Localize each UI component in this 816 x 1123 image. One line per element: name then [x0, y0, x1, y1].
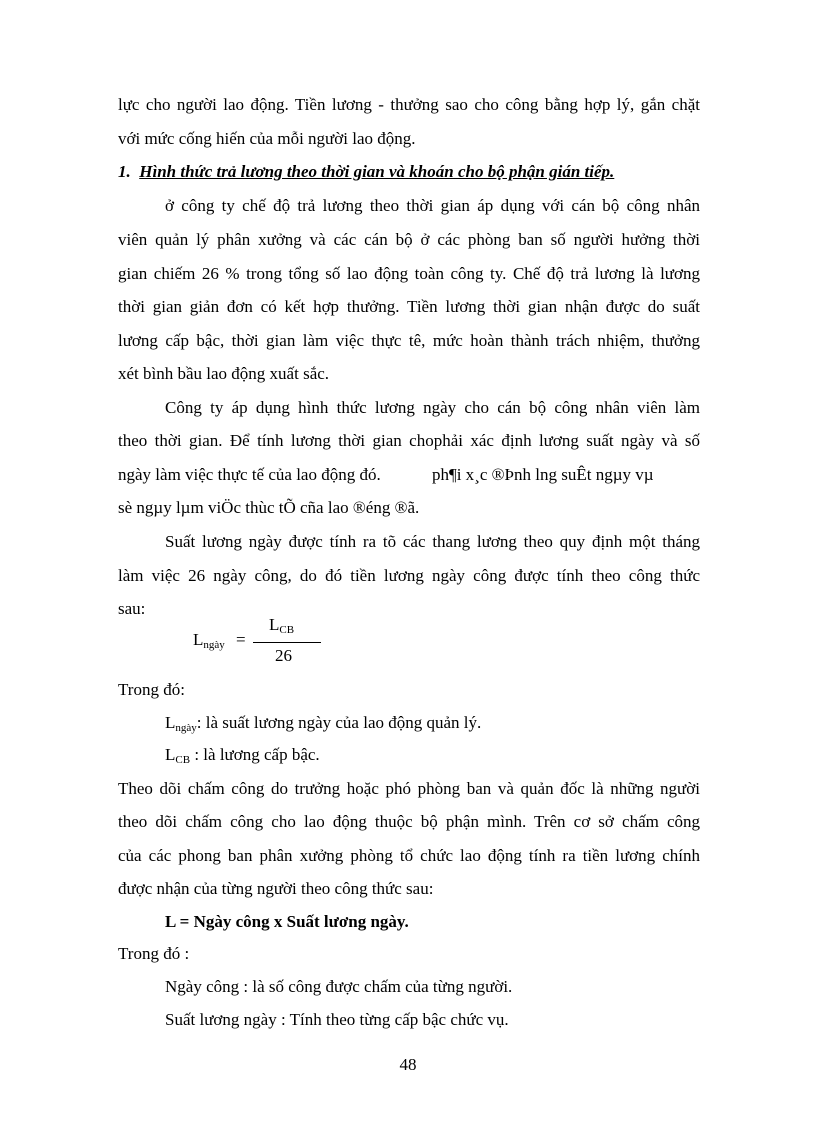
- body-text-line: với mức cống hiến của mỗi người lao động.: [118, 129, 416, 148]
- body-text-line: xét bình bầu lao động xuất sắc.: [118, 364, 330, 383]
- section-title: Hình thức trả lương theo thời gian và khoán cho bộ phận gián tiếp.: [139, 162, 615, 181]
- where-label: Trong đó :: [118, 944, 190, 963]
- body-text-line: ngày làm việc thực tế của lao động đó.: [118, 465, 381, 484]
- body-text-line: thời gian giản đơn có kết hợp thưởng. Tiền lương thời gian nhận được do suất: [118, 297, 700, 316]
- definition-item: Ngày công : là số công được chấm của từng người.: [165, 977, 513, 996]
- formula-lhs: $L_{ngày}$: [193, 630, 225, 651]
- body-text-line: theo thời gian. Để tính lương thời gian chophải xác định lương suất ngày và số: [118, 431, 700, 450]
- body-text-line: lực cho người lao động. Tiền lương - thưởng sao cho công bằng hợp lý, gắn chặt: [118, 95, 700, 114]
- formula-denominator: 26: [275, 646, 292, 665]
- page-number: 48: [399, 1055, 417, 1074]
- body-text-line: ở công ty chế độ trả lương theo thời gian áp dụng với cán bộ công nhân: [165, 196, 700, 215]
- definition-item: $L_{ngày}$: là suất lương ngày của lao động quản lý.: [165, 713, 482, 734]
- definition-item: Suất lương ngày : Tính theo từng cấp bậc chức vụ.: [165, 1010, 509, 1029]
- body-text-line: sau:: [118, 599, 146, 618]
- fraction-bar: [253, 642, 321, 643]
- formula-equals: =: [236, 630, 246, 649]
- where-label: Trong đó:: [118, 680, 185, 699]
- body-text-line: gian chiếm 26 % trong tổng số lao động toàn công ty. Chế độ trả lương là lương: [118, 264, 700, 283]
- body-text-line: viên quản lý phân xưởng và các cán bộ ở các phòng ban số người hưởng thời: [118, 230, 700, 249]
- salary-formula: L = Ngày công x Suất lương ngày.: [165, 912, 409, 931]
- body-text-line: lương cấp bậc, thời gian làm việc thực tê, mức hoàn thành trách nhiệm, thưởng: [118, 331, 700, 350]
- garbled-text: sè ngµy lµm viÖc thùc tÕ cña lao ®éng ®ã.: [118, 498, 420, 517]
- body-text-line: được nhận của từng người theo công thức sau:: [118, 879, 434, 898]
- garbled-text: ph¶i x¸c ®Þnh lng suÊt ngµy vµ: [432, 465, 654, 484]
- body-text-line: Suất lương ngày được tính ra tõ các thang lương theo quy định một tháng: [165, 532, 700, 551]
- body-text-line: Công ty áp dụng hình thức lương ngày cho cán bộ công nhân viên làm: [165, 398, 700, 417]
- body-text-line: theo dõi chấm công cho lao động thuộc bộ phận mình. Trên cơ sở chấm công: [118, 812, 700, 831]
- body-text-line: Theo dõi chấm công do trưởng hoặc phó phòng ban và quản đốc là những người: [118, 779, 700, 798]
- body-text-line: của các phong ban phân xưởng phòng tổ chức lao động tính ra tiền lương chính: [118, 846, 700, 865]
- formula-numerator: $L_{CB}$: [269, 615, 295, 636]
- body-text-line: làm việc 26 ngày công, do đó tiền lương ngày công được tính theo công thức: [118, 566, 700, 585]
- section-heading: [118, 162, 614, 182]
- definition-item: $L_{CB}$ : là lương cấp bậc.: [165, 745, 320, 766]
- section-number: 1.: [118, 162, 131, 181]
- daily-wage-formula: [193, 612, 333, 670]
